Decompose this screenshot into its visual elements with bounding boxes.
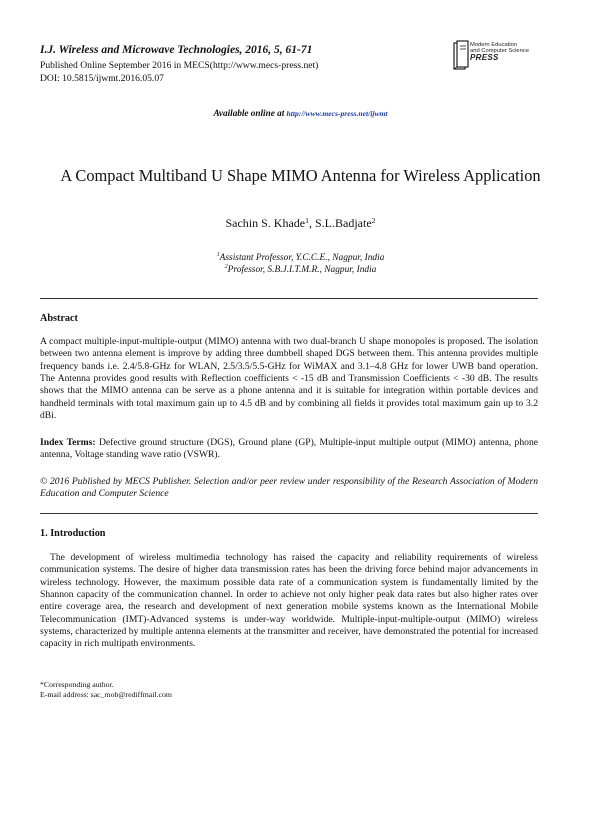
author-separator: , <box>309 216 315 230</box>
paper-title: A Compact Multiband U Shape MIMO Antenna for Wireless Application <box>60 166 541 185</box>
introduction-text: The development of wireless multimedia technology has raised the capacity and reliability requirements of wireless communication systems. The desire of higher data transmission rates has been the driving force behind major advancements in wireless technology. However, the maximum possible data rate of a communication system is fundamentally limited by the Shannon capacity of the communication channel. In order to achieve not only higher peak data rates but also higher rates over entire coverage area, the research and development of next generation mobile systems known as the International Mobile Telecommunication (IMT)-Advanced systems is under-way worldwide. Multiple-input-multiple-output (MIMO) wireless systems, characterized by multiple antenna elements at the transmitter and receiver, have demonstrated the potential for increased capacity in rich multipath environments. <box>40 552 538 650</box>
introduction-heading: 1. Introduction <box>40 528 106 539</box>
availability-line <box>0 108 601 118</box>
logo-line-1: Modern Education <box>470 42 518 48</box>
journal-link[interactable]: http://www.mecs-press.net/ijwmt <box>286 109 388 118</box>
affiliation-2-marker: 2 <box>224 264 228 270</box>
corresponding-author: *Corresponding author. <box>40 680 114 689</box>
affiliation-2-text: Professor, S.B.J.I.T.M.R., Nagpur, India <box>227 265 377 275</box>
index-terms-label: Index Terms: <box>40 437 96 448</box>
divider-top <box>40 298 538 299</box>
affiliations <box>0 252 601 276</box>
availability-label: Available online at <box>213 108 285 118</box>
author-2-marker: 2 <box>371 216 376 225</box>
author-1-marker: 1 <box>305 216 309 225</box>
affiliation-1 <box>0 252 601 264</box>
logo-press: PRESS <box>470 52 499 62</box>
publisher-logo <box>452 40 562 86</box>
logo-line-2: and Computer Science <box>470 48 529 55</box>
email-address: E-mail address: sac_mob@rediffmail.com <box>40 690 172 699</box>
index-terms <box>40 437 538 462</box>
affiliation-1-marker: 1 <box>216 252 220 258</box>
copyright-notice: © 2016 Published by MECS Publisher. Selection and/or peer review under responsibility of the Research Association of Modern Education and Computer Science <box>40 476 538 500</box>
author-1: Sachin S. Khade <box>225 216 306 230</box>
abstract-text: A compact multiple-input-multiple-output (MIMO) antenna with two dual-branch U shape monopoles is proposed. The isolation between two antenna element is improve by adding three dumbbell shaped DGS between them. This antenna provides multiple frequency bands i.e. 2.4/5.8-GHz for WLAN, 2.5/3.5/5.5-GHz for WiMAX and 3.1–4.8 GHz for lower UWB band operation. The Antenna provides good results with Reflection coefficients < -15 dB and Transmission Coefficients < -30 dB. The results shows that the MIMO antenna can be serve as a phone antenna and it is suitable for integration within portable devices and handheld terminals with total maximum gain up to 4.5 dB and by combining all fields it provides total maximum gain up to 3.2 dBi. <box>40 336 538 422</box>
doi: DOI: 10.5815/ijwmt.2016.05.07 <box>40 73 164 84</box>
publication-info: Published Online September 2016 in MECS(http://www.mecs-press.net) <box>40 60 319 71</box>
author-2: S.L.Badjate <box>315 216 372 230</box>
journal-citation: I.J. Wireless and Microwave Technologies, 2016, 5, 61-71 <box>40 44 313 56</box>
affiliation-1-text: Assistant Professor, Y.C.C.E., Nagpur, India <box>219 253 385 263</box>
author-list <box>0 216 601 231</box>
index-terms-text: Defective ground structure (DGS), Ground plane (GP), Multiple-input multiple output (MIMO) antenna, phone antenna, Voltage standing wave ratio (VSWR). <box>40 437 538 461</box>
affiliation-2 <box>0 264 601 276</box>
divider-bottom <box>40 513 538 514</box>
book-icon <box>452 40 470 74</box>
abstract-heading: Abstract <box>40 313 78 324</box>
